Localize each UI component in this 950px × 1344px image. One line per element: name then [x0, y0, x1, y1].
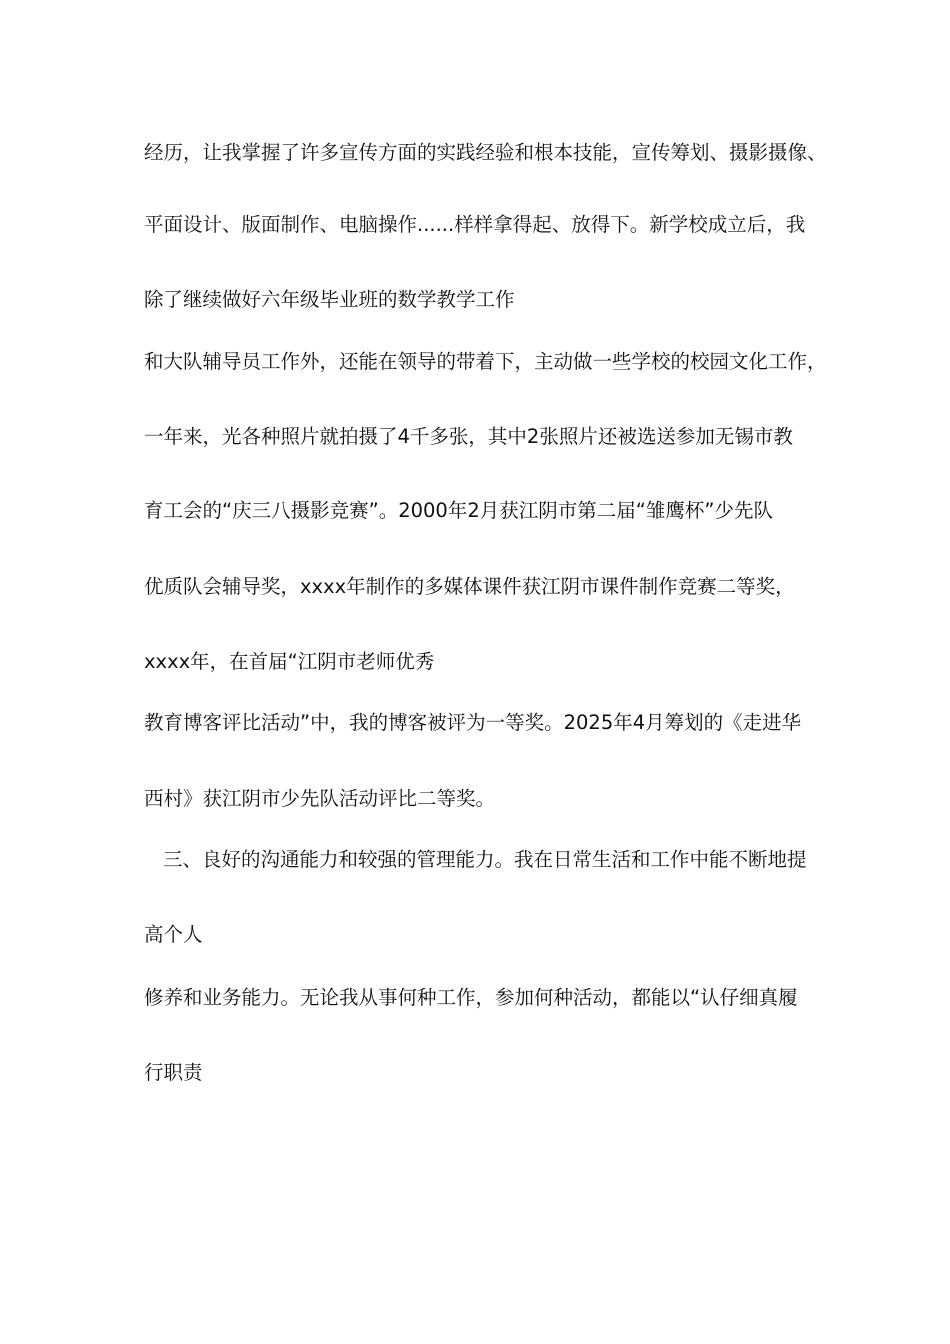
text-line-12: 高个人 — [144, 923, 203, 946]
text-line-9: 教育博客评比活动”中，我的博客被评为一等奖。2025年4月筹划的《走进华 — [144, 711, 802, 734]
text-line-8: xxxx年，在首届“江阴市老师优秀 — [144, 650, 435, 673]
text-line-4: 和大队辅导员工作外，还能在领导的带着下，主动做一些学校的校园文化工作， — [144, 350, 827, 373]
text-line-5: 一年来，光各种照片就拍摄了4千多张，其中2张照片还被选送参加无锡市教 — [144, 425, 793, 448]
text-line-3: 除了继续做好六年级毕业班的数学教学工作 — [144, 288, 515, 311]
section-heading-3: 三、良好的沟通能力和较强的管理能力。我在日常生活和工作中能不断地提 — [163, 848, 807, 871]
text-line-10: 西村》获江阴市少先队活动评比二等奖。 — [144, 787, 496, 810]
text-line-14: 行职责 — [144, 1061, 203, 1084]
text-line-7: 优质队会辅导奖，xxxx年制作的多媒体课件获江阴市课件制作竞赛二等奖， — [144, 575, 795, 598]
text-line-6: 育工会的“庆三八摄影竞赛”。2000年2月获江阴市第二届“雏鹰杯”少先队 — [144, 499, 773, 522]
text-line-13: 修养和业务能力。无论我从事何种工作，参加何种活动，都能以“认仔细真履 — [144, 986, 798, 1009]
text-line-2: 平面设计、版面制作、电脑操作......样样拿得起、放得下。新学校成立后，我 — [144, 213, 806, 236]
text-line-1: 经历，让我掌握了许多宣传方面的实践经验和根本技能，宣传筹划、摄影摄像、 — [144, 141, 827, 164]
